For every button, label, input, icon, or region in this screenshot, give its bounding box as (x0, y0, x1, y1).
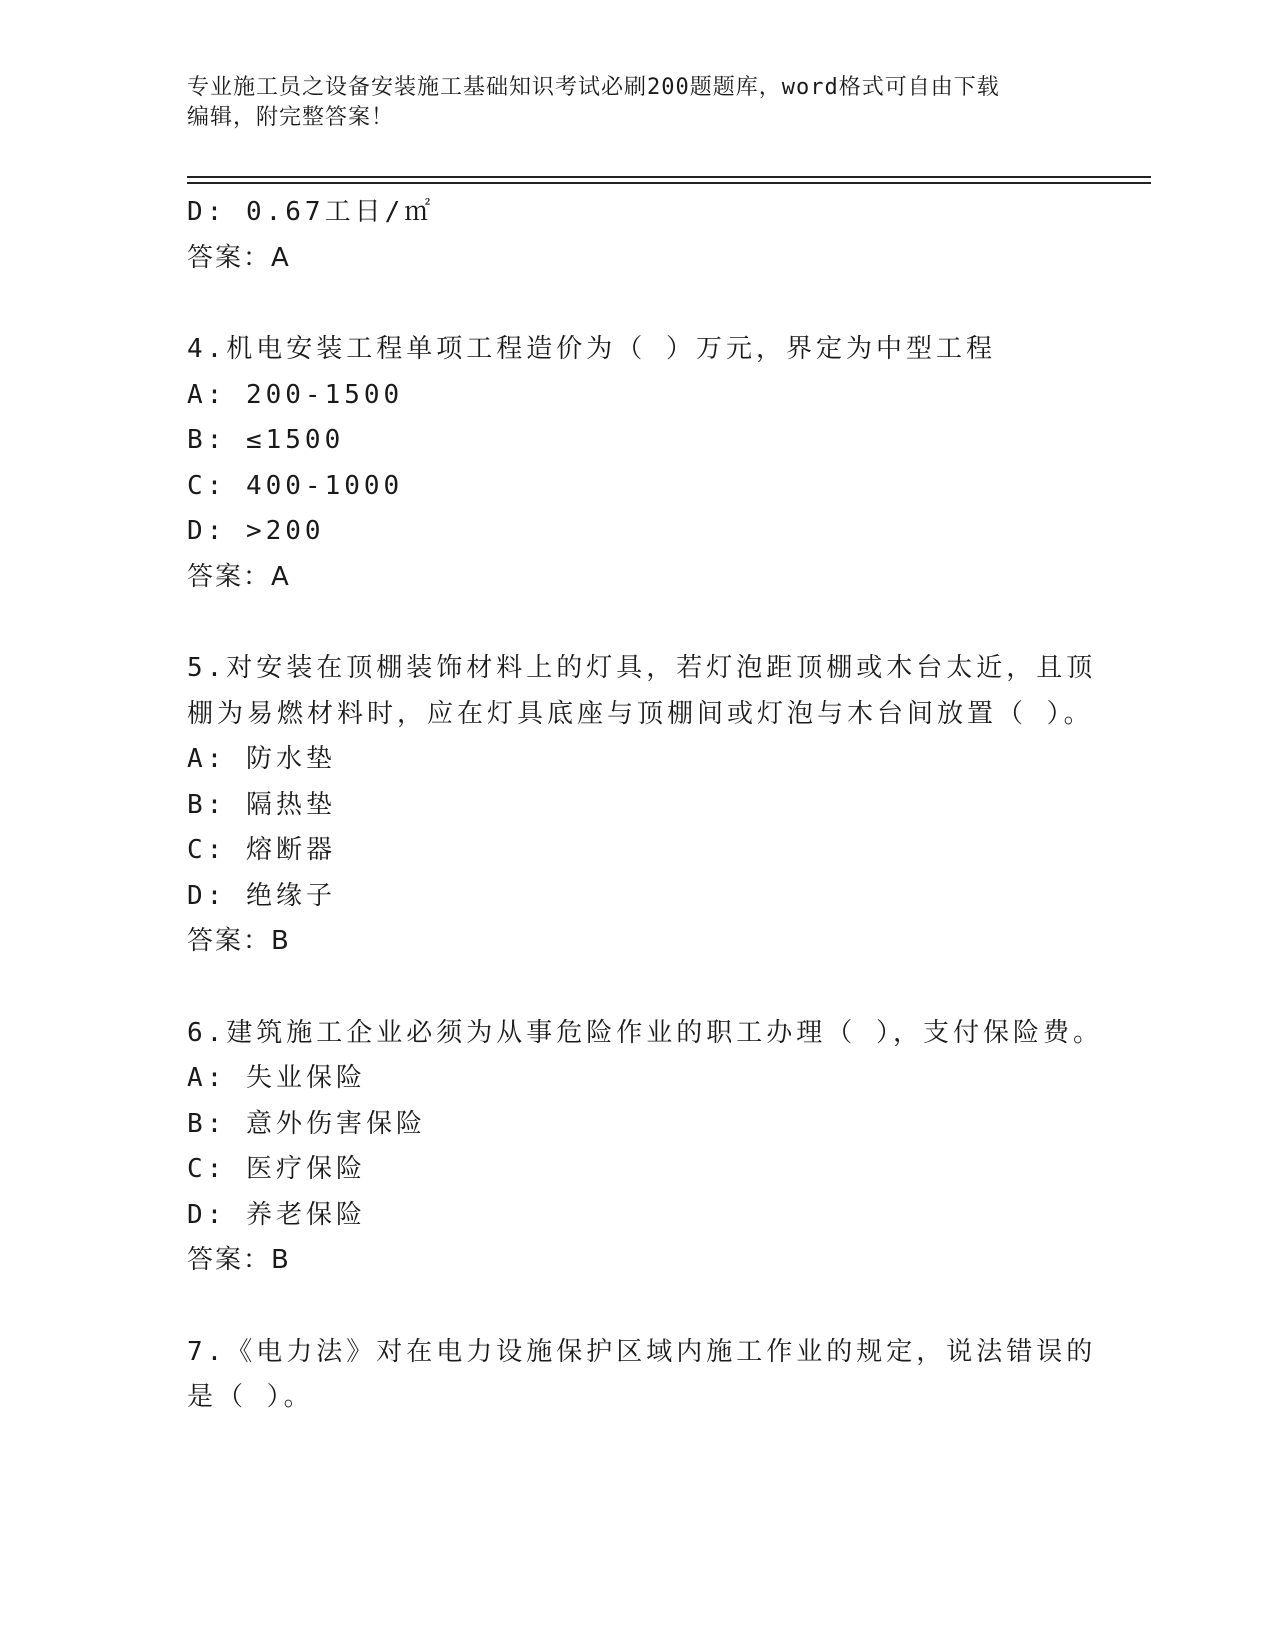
question-4-option-a: A: 200-1500 (187, 379, 404, 410)
question-5-option-d: D: 绝缘子 (187, 880, 336, 911)
question-7 (187, 1330, 1097, 1421)
question-4-stem: 4.机电安装工程单项工程造价为（ ）万元，界定为中型工程 (187, 334, 996, 364)
question-5-option-b: B: 隔热垫 (187, 789, 336, 820)
spacer (187, 600, 1077, 646)
question-5-option-a: A: 防水垫 (187, 744, 336, 774)
question-6-answer: 答案：B (187, 1245, 291, 1275)
question-6-option-c: C: 医疗保险 (187, 1154, 366, 1184)
question-5-answer: 答案：B (187, 926, 291, 956)
question-6 (187, 1011, 1103, 1284)
question-6-option-a: A: 失业保险 (187, 1063, 366, 1093)
question-7-stem-line-1: 7.《电力法》对在电力设施保护区域内施工作业的规定，说法错误的 (187, 1336, 1097, 1367)
question-4-option-b: B: ≤1500 (187, 425, 345, 455)
header-title-line-2: 编辑，附完整答案！ (187, 105, 395, 130)
question-5-stem-line-2: 棚为易燃材料时，应在灯具底座与顶棚间或灯泡与木台间放置（ ）。 (187, 698, 1094, 729)
question-4-option-c: C: 400-1000 (187, 470, 404, 501)
question-content (187, 190, 1103, 1421)
question-4 (187, 327, 1077, 600)
spacer (187, 281, 1077, 327)
header-divider-top (187, 176, 1151, 178)
spacer (187, 965, 1077, 1011)
question-4-option-d: D: >200 (187, 516, 325, 546)
question-5-option-c: C: 熔断器 (187, 835, 336, 865)
header-divider-bottom (187, 182, 1151, 184)
answer-previous: 答案：A (187, 242, 291, 273)
document-header (187, 73, 1087, 133)
question-6-option-d: D: 养老保险 (187, 1199, 366, 1230)
question-4-answer: 答案：A (187, 561, 291, 592)
question-5-stem-line-1: 5.对安装在顶棚装饰材料上的灯具，若灯泡距顶棚或木台太近，且顶 (187, 653, 1097, 683)
option-d-previous: D: 0.67工日/㎡ (187, 197, 435, 227)
question-6-stem: 6.建筑施工企业必须为从事危险作业的职工办理（ ），支付保险费。 (187, 1017, 1103, 1048)
question-6-option-b: B: 意外伤害保险 (187, 1108, 426, 1139)
spacer (187, 1284, 1077, 1330)
question-5 (187, 646, 1097, 965)
header-title-line-1: 专业施工员之设备安装施工基础知识考试必刷200题题库，word格式可自由下载 (187, 75, 1000, 100)
question-7-stem-line-2: 是（ ）。 (187, 1382, 314, 1412)
